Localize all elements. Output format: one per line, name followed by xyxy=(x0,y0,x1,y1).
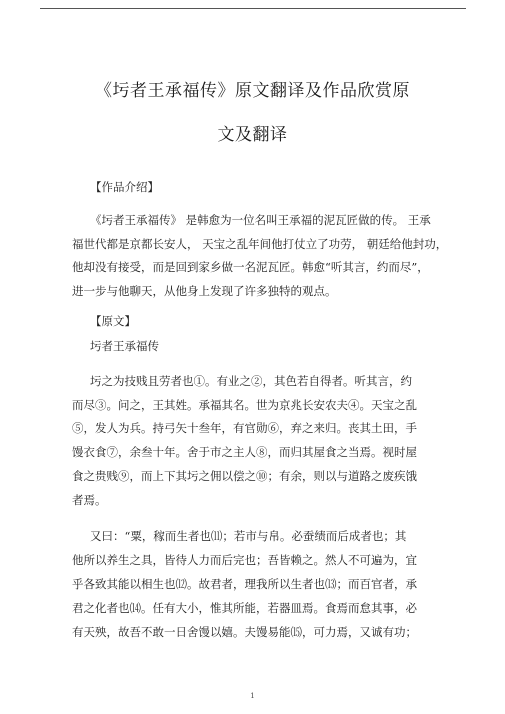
paragraph-line: ⑤，发人为兵。持弓矢十叁年，有官勋⑥，弃之来归。丧其土田，手 xyxy=(72,421,417,435)
paragraph-line: 乎各致其能以相生也⑿。故君者，理我所以生者也⒀；而百官者，承 xyxy=(72,577,417,591)
top-rule xyxy=(40,8,466,9)
paragraph-line: 他所以养生之具，皆待人力而后完也；吾皆赖之。然人不可遍为，宜 xyxy=(72,553,417,567)
paragraph-line: 君之化者也⒁。任有大小，惟其所能，若器皿焉。食焉而怠其事，必 xyxy=(72,601,417,615)
paragraph-line: 有天殃，故吾不敢一日舍馒以嬉。夫馒易能⒂，可力焉，又诚有功； xyxy=(72,625,417,639)
section-heading-original: 【原文】 xyxy=(90,314,136,328)
page-title-continued: 文及翻译 xyxy=(217,125,288,145)
intro-line: 他却没有接受，而是回到家乡做一名泥瓦匠。韩愈“听其言，约而尽”， xyxy=(72,260,429,274)
section-heading-intro: 【作品介绍】 xyxy=(90,180,159,194)
paragraph-line: 而尽③。问之，王其姓。承福其名。世为京兆长安农夫④。天宝之乱 xyxy=(72,398,417,412)
intro-line: 《圬者王承福传》 是韩愈为一位名叫王承福的泥瓦匠做的传。 王承 xyxy=(90,213,431,227)
intro-line: 进一步与他聊天，从他身上发现了许多独特的观点。 xyxy=(72,284,337,298)
page-title: 《圬者王承福传》原文翻译及作品欣赏原 xyxy=(95,81,410,101)
paragraph-line: 者焉。 xyxy=(72,493,107,507)
paragraph-line: 馒衣食⑦，余叁十年。舍于市之主人⑧，而归其屋食之当焉。视时屋 xyxy=(72,445,417,459)
paragraph-line: 又曰：“粟，稼而生者也⑾；若市与帛。必蚕绩而后成者也；其 xyxy=(90,529,407,543)
paragraph-line: 食之贵贱⑨，而上下其圬之佣以偿之⑩；有余，则以与道路之废疾饿 xyxy=(72,469,417,483)
intro-line: 福世代都是京都长安人， 天宝之乱年间他打仗立了功劳， 朝廷给他封功， xyxy=(72,237,448,251)
page-number: 1 xyxy=(250,692,255,700)
paragraph-line: 圬之为技贱且劳者也①。有业之②，其色若自得者。听其言，约 xyxy=(90,374,412,388)
original-title: 圬者王承福传 xyxy=(90,339,159,353)
